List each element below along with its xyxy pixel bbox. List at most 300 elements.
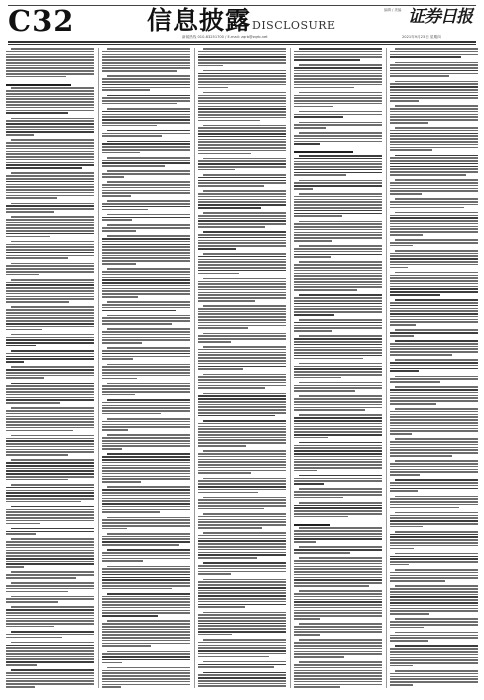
text-line	[102, 506, 190, 508]
text-line	[203, 513, 286, 515]
text-line	[294, 599, 382, 601]
text-line	[6, 495, 94, 497]
text-line	[390, 452, 478, 454]
text-line	[294, 87, 354, 89]
text-line	[6, 329, 42, 331]
text-line	[294, 610, 382, 612]
text-line	[6, 552, 94, 554]
text-line	[294, 629, 382, 631]
text-line	[294, 681, 382, 683]
text-line	[395, 105, 478, 107]
text-line	[102, 227, 190, 229]
text-line	[395, 632, 478, 634]
text-line	[390, 92, 478, 94]
text-line	[198, 502, 286, 504]
text-line	[11, 606, 94, 608]
text-line	[294, 182, 382, 184]
text-line	[107, 651, 190, 653]
text-line	[6, 454, 68, 456]
text-line	[294, 401, 382, 403]
text-line	[102, 672, 190, 674]
text-line	[102, 206, 190, 208]
text-line	[294, 431, 382, 433]
text-line	[390, 414, 478, 416]
text-line	[198, 62, 286, 64]
text-line	[102, 476, 190, 478]
text-line	[198, 139, 286, 141]
text-line	[6, 222, 94, 224]
text-line	[294, 254, 382, 256]
column-divider	[194, 48, 195, 688]
text-line	[6, 93, 94, 95]
text-line	[390, 556, 478, 558]
text-line	[294, 174, 346, 176]
text-line	[6, 131, 94, 133]
text-line	[198, 127, 286, 129]
text-line	[6, 345, 36, 347]
text-line	[6, 189, 94, 191]
text-line	[6, 290, 94, 292]
text-line	[102, 640, 190, 642]
text-line	[294, 513, 382, 515]
text-line	[294, 51, 382, 53]
text-line	[107, 418, 190, 420]
text-line	[6, 501, 81, 503]
text-line	[299, 623, 382, 625]
text-line	[390, 277, 478, 279]
text-line	[198, 185, 264, 187]
text-line	[6, 98, 94, 100]
text-line	[198, 150, 286, 152]
text-line	[294, 480, 382, 482]
text-line	[102, 257, 190, 259]
text-line	[102, 555, 190, 557]
text-line	[102, 582, 190, 584]
text-line	[198, 147, 286, 149]
text-line	[6, 110, 94, 112]
text-line	[395, 585, 478, 587]
text-line	[395, 127, 478, 129]
text-line	[395, 460, 478, 462]
text-line	[6, 252, 94, 254]
text-line	[6, 369, 94, 371]
text-line	[198, 395, 286, 397]
text-line	[390, 215, 478, 217]
text-line	[390, 280, 478, 282]
text-line	[107, 399, 190, 401]
text-line	[390, 313, 478, 315]
text-line	[6, 293, 94, 295]
text-line	[102, 385, 190, 387]
text-line	[11, 642, 94, 644]
text-line	[390, 264, 478, 266]
text-line	[294, 127, 326, 129]
text-line	[198, 423, 286, 425]
text-line	[6, 468, 94, 470]
text-line	[102, 184, 190, 186]
text-line	[198, 177, 286, 179]
text-line	[294, 417, 382, 419]
section-title-en: DISCLOSURE	[252, 19, 336, 32]
text-line	[6, 320, 94, 322]
text-line	[6, 70, 94, 72]
text-line	[203, 532, 286, 534]
text-line	[102, 388, 190, 390]
text-line	[390, 676, 478, 678]
text-line	[198, 73, 286, 75]
text-line	[6, 342, 94, 344]
text-line	[102, 67, 190, 69]
text-line	[203, 212, 286, 214]
text-line	[390, 471, 478, 473]
text-line	[299, 502, 382, 504]
text-line	[107, 108, 190, 110]
text-line	[6, 126, 94, 128]
text-line	[198, 401, 286, 403]
text-line	[102, 217, 190, 219]
text-line	[390, 447, 478, 449]
text-line	[102, 146, 190, 148]
text-line	[102, 413, 161, 415]
text-line	[198, 144, 286, 146]
text-line	[395, 438, 478, 440]
text-line	[390, 542, 478, 544]
text-line	[198, 51, 286, 53]
text-line	[6, 317, 94, 319]
paragraph-gap	[294, 519, 382, 521]
news-hotline: 新闻热线 010-83251700 / E-mail: zqrb@zqrb.net	[182, 35, 268, 39]
text-line	[294, 371, 382, 373]
text-line	[102, 473, 190, 475]
text-line	[102, 122, 190, 124]
text-line	[390, 403, 436, 405]
text-line	[102, 51, 190, 53]
text-line	[294, 344, 382, 346]
text-line	[390, 204, 478, 206]
text-line	[390, 684, 413, 686]
text-line	[102, 391, 190, 393]
text-line	[102, 528, 127, 530]
text-line	[102, 645, 151, 647]
text-line	[198, 437, 286, 439]
text-line	[198, 492, 258, 494]
text-line	[390, 255, 478, 257]
text-line	[11, 484, 94, 486]
text-line	[294, 256, 331, 258]
text-line	[198, 120, 260, 122]
text-line	[107, 620, 190, 622]
text-line	[198, 308, 286, 310]
text-line	[390, 580, 445, 582]
text-line	[390, 659, 478, 661]
text-line	[198, 464, 286, 466]
text-line	[390, 395, 478, 397]
text-line	[6, 236, 50, 238]
text-line	[203, 253, 286, 255]
text-line	[294, 201, 382, 203]
text-line	[294, 664, 382, 666]
text-line	[107, 224, 190, 226]
text-line	[11, 118, 94, 120]
text-line	[6, 159, 94, 161]
text-line	[6, 271, 94, 273]
text-line	[390, 610, 478, 612]
text-line	[198, 100, 286, 102]
text-line	[102, 626, 190, 628]
text-line	[102, 522, 190, 524]
text-line	[198, 136, 286, 138]
text-line	[107, 566, 190, 568]
text-line	[294, 470, 317, 472]
paragraph-heading	[6, 84, 71, 86]
text-line	[102, 448, 122, 450]
text-line	[294, 138, 382, 140]
text-line	[294, 56, 382, 58]
text-line	[198, 338, 286, 340]
text-line	[102, 544, 179, 546]
text-line	[294, 626, 382, 628]
text-line	[107, 315, 190, 317]
text-line	[395, 155, 478, 157]
text-line	[390, 665, 413, 667]
text-line	[294, 196, 382, 198]
text-line	[203, 346, 286, 348]
text-line	[6, 323, 94, 325]
text-line	[294, 347, 382, 349]
text-line	[102, 402, 190, 404]
text-line	[390, 613, 429, 615]
text-line	[198, 535, 286, 537]
text-line	[299, 180, 382, 182]
text-line	[390, 54, 478, 56]
text-line	[390, 166, 478, 168]
text-line	[390, 275, 478, 277]
text-line	[6, 287, 94, 289]
text-line	[6, 356, 94, 358]
text-line	[102, 54, 190, 56]
text-line	[6, 230, 94, 232]
text-line	[390, 411, 478, 413]
text-line	[6, 566, 24, 568]
text-line	[390, 640, 428, 642]
text-line	[198, 625, 286, 627]
text-line	[390, 267, 408, 269]
text-line	[102, 334, 190, 336]
text-line	[294, 497, 343, 499]
text-line	[198, 683, 286, 685]
text-line	[294, 284, 382, 286]
text-line	[102, 203, 190, 205]
text-line	[102, 339, 190, 341]
text-line	[198, 489, 286, 491]
text-line	[294, 275, 382, 277]
text-line	[294, 579, 382, 581]
text-line	[198, 415, 275, 417]
text-line	[390, 122, 428, 124]
text-line	[198, 182, 286, 184]
text-line	[203, 661, 286, 663]
text-line	[294, 426, 382, 428]
text-line	[294, 75, 382, 77]
text-line	[294, 672, 382, 674]
text-line	[6, 517, 94, 519]
text-line	[6, 462, 94, 464]
text-line	[390, 501, 478, 503]
text-line	[390, 419, 478, 421]
text-line	[6, 65, 94, 67]
text-line	[294, 366, 382, 368]
text-line	[294, 73, 382, 75]
text-line	[390, 119, 478, 121]
text-line	[390, 507, 459, 509]
text-line	[390, 294, 440, 296]
text-line	[102, 670, 190, 672]
text-line	[390, 678, 478, 680]
text-line	[11, 506, 94, 508]
text-line	[6, 257, 68, 259]
text-line	[299, 382, 382, 384]
text-line	[390, 310, 478, 312]
text-line	[107, 593, 190, 595]
text-line	[294, 456, 382, 458]
text-line	[6, 424, 94, 426]
text-line	[390, 288, 478, 290]
text-line	[390, 321, 478, 323]
text-line	[107, 533, 190, 535]
text-line	[198, 226, 265, 228]
text-line	[294, 188, 313, 190]
text-line	[198, 486, 286, 488]
text-line	[294, 207, 382, 209]
text-line	[390, 389, 478, 391]
text-line	[102, 173, 190, 175]
column-divider	[98, 48, 99, 688]
text-line	[102, 558, 190, 560]
text-line	[198, 527, 262, 529]
text-line	[6, 418, 94, 420]
text-line	[198, 516, 286, 518]
text-line	[198, 604, 286, 606]
text-line	[102, 481, 141, 483]
text-line	[6, 618, 94, 620]
text-line	[294, 368, 382, 370]
text-line	[390, 425, 478, 427]
text-line	[102, 230, 136, 232]
text-line	[395, 569, 478, 571]
text-line	[294, 286, 382, 288]
text-line	[203, 333, 286, 335]
text-line	[395, 239, 478, 241]
text-line	[198, 461, 286, 463]
text-line	[390, 523, 478, 525]
text-line	[102, 59, 190, 61]
text-line	[294, 54, 382, 56]
text-line	[102, 643, 190, 645]
text-line	[294, 461, 382, 463]
text-line	[6, 153, 94, 155]
text-line	[11, 366, 94, 368]
text-line	[102, 598, 190, 600]
text-line	[198, 379, 286, 381]
text-line	[299, 661, 382, 663]
text-line	[294, 349, 382, 351]
text-line	[294, 322, 382, 324]
text-line	[11, 350, 94, 352]
text-line	[6, 509, 94, 511]
text-line	[390, 135, 478, 137]
text-line	[294, 549, 382, 551]
text-line	[390, 599, 478, 601]
text-line	[107, 200, 190, 202]
text-line	[198, 352, 286, 354]
text-line	[102, 317, 190, 319]
text-line	[102, 190, 190, 192]
text-line	[6, 449, 94, 451]
text-line	[198, 106, 286, 108]
text-line	[102, 285, 190, 287]
text-line	[294, 491, 382, 493]
text-line	[198, 631, 286, 633]
text-line	[102, 629, 190, 631]
text-line	[294, 596, 382, 598]
text-line	[198, 117, 286, 119]
text-line	[390, 174, 466, 176]
page-number: C32	[8, 4, 75, 38]
text-line	[198, 565, 286, 567]
text-line	[299, 546, 382, 548]
text-line	[11, 48, 94, 50]
text-line	[6, 678, 94, 680]
text-line	[6, 339, 94, 341]
text-line	[6, 227, 94, 229]
text-line	[198, 160, 286, 162]
text-line	[102, 662, 122, 664]
text-line	[299, 590, 382, 592]
text-line	[102, 495, 190, 497]
text-line	[107, 75, 190, 77]
text-line	[6, 620, 94, 622]
text-line	[198, 431, 286, 433]
text-line	[198, 325, 286, 327]
text-line	[390, 485, 478, 487]
text-line	[102, 238, 190, 240]
text-line	[390, 561, 478, 563]
text-line	[294, 163, 382, 165]
text-line	[294, 311, 382, 313]
text-line	[6, 585, 94, 587]
text-line	[102, 394, 135, 396]
text-line	[198, 647, 286, 649]
text-line	[102, 342, 142, 344]
text-line	[390, 64, 478, 66]
text-line	[102, 260, 190, 262]
text-line	[198, 409, 286, 411]
text-line	[294, 237, 382, 239]
text-line	[6, 550, 94, 552]
text-line	[390, 392, 478, 394]
text-line	[6, 249, 94, 251]
text-line	[198, 245, 286, 247]
text-line	[390, 572, 478, 574]
header-bottom-rule-thin	[8, 44, 476, 45]
text-line	[102, 187, 190, 189]
text-line	[294, 464, 382, 466]
text-line	[390, 286, 478, 288]
text-line	[198, 87, 228, 89]
text-line	[390, 455, 452, 457]
text-line	[102, 209, 148, 211]
text-line	[6, 658, 94, 660]
